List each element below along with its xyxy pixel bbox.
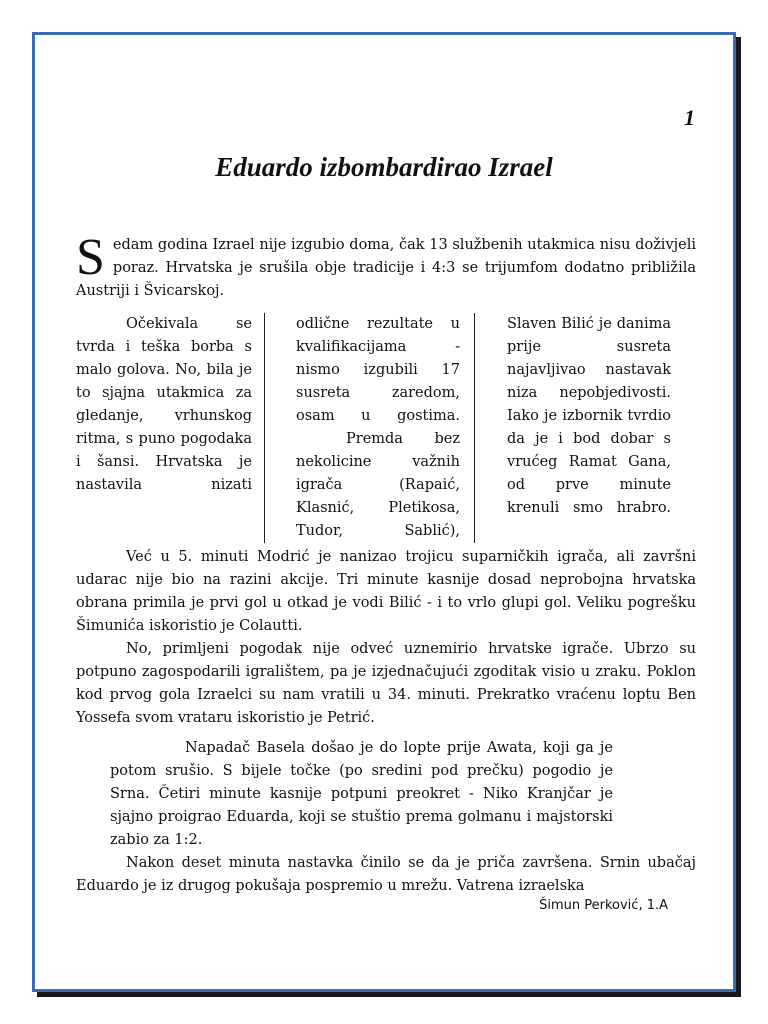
intro-text: edam godina Izrael nije izgubio doma, čak 13 službenih utakmica nisu doživjeli poraz. Hrvatska je srušila obje tradicije i 4:3 se trijumfom dodatno približila Austriji i Švicarskoj. xyxy=(76,237,696,299)
article-title: Eduardo izbombardirao Izrael xyxy=(215,152,553,182)
column-2 xyxy=(265,313,475,543)
author-signature: Šimun Perković, 1.A xyxy=(539,898,668,913)
column-3-text: Slaven Bilić je danima prije susreta najavljivao nastavak niza nepobjedivosti. Iako je izbornik tvrdio da je i bod dobar s vrućeg Ramat Gana, od prve minute krenuli smo hrabro. xyxy=(507,316,671,516)
closing-paragraph: Nakon deset minuta nastavka činilo se da je priča završena. Srnin ubačaj Eduardo je iz drugog pokušaja pospremio u mrežu. Vatrena izraelska xyxy=(76,855,696,894)
main-paragraph-2: No, primljeni pogodak nije odveć uznemirio hrvatske igrače. Ubrzo su potpuno zagospodarili igralištem, pa je izjednačujući zgoditak visio u zraku. Poklon kod prvog gola Izraelci su nam vratili u 34. minuti. Prekratko vraćenu loptu Ben Yossefa svom vrataru iskoristio je Petrić. xyxy=(76,641,696,726)
column-3 xyxy=(475,313,671,543)
indented-paragraph: Napadač Basela došao je do lopte prije Awata, koji ga je potom srušio. S bijele točke (po sredini pod prečku) pogodio je Srna. Četiri minute kasnije potpuni preokret - Niko Kranjčar je sjajno proigrao Eduarda, koji se stuštio prema golmanu i majstorski zabio za 1:2. xyxy=(110,740,613,848)
three-column-section xyxy=(76,313,696,543)
indented-block xyxy=(110,737,613,852)
page-number: 1 xyxy=(684,105,695,130)
main-paragraph-1: Već u 5. minuti Modrić je nanizao trojicu suparničkih igrača, ali završni udarac nije bio na razini akcije. Tri minute kasnije dosad neprobojna hrvatska obrana primila je prvi gol u otkad je vodi Bilić - i to vrlo glupi gol. Veliku pogrešku Šimunića iskoristio je Colautti. xyxy=(76,549,696,634)
column-1-text: Očekivala se tvrda i teška borba s malo golova. No, bila je to sjajna utakmica za gledanje, vrhunskog ritma, s puno pogodaka i šansi. Hrvatska je nastavila nizati xyxy=(76,316,252,493)
main-body xyxy=(76,546,696,730)
closing-body xyxy=(76,852,696,898)
column-2-text-b: Premda bez nekolicine važnih igrača (Rapaić, Klasnić, Pletikosa, Tudor, Sablić), xyxy=(296,431,460,539)
column-1 xyxy=(76,313,265,543)
intro-paragraph xyxy=(76,229,696,303)
drop-cap: S xyxy=(76,229,105,286)
column-2-text-a: odlične rezultate u kvalifikacijama - nismo izgubili 17 susreta zaredom, osam u gostima. xyxy=(296,316,460,424)
